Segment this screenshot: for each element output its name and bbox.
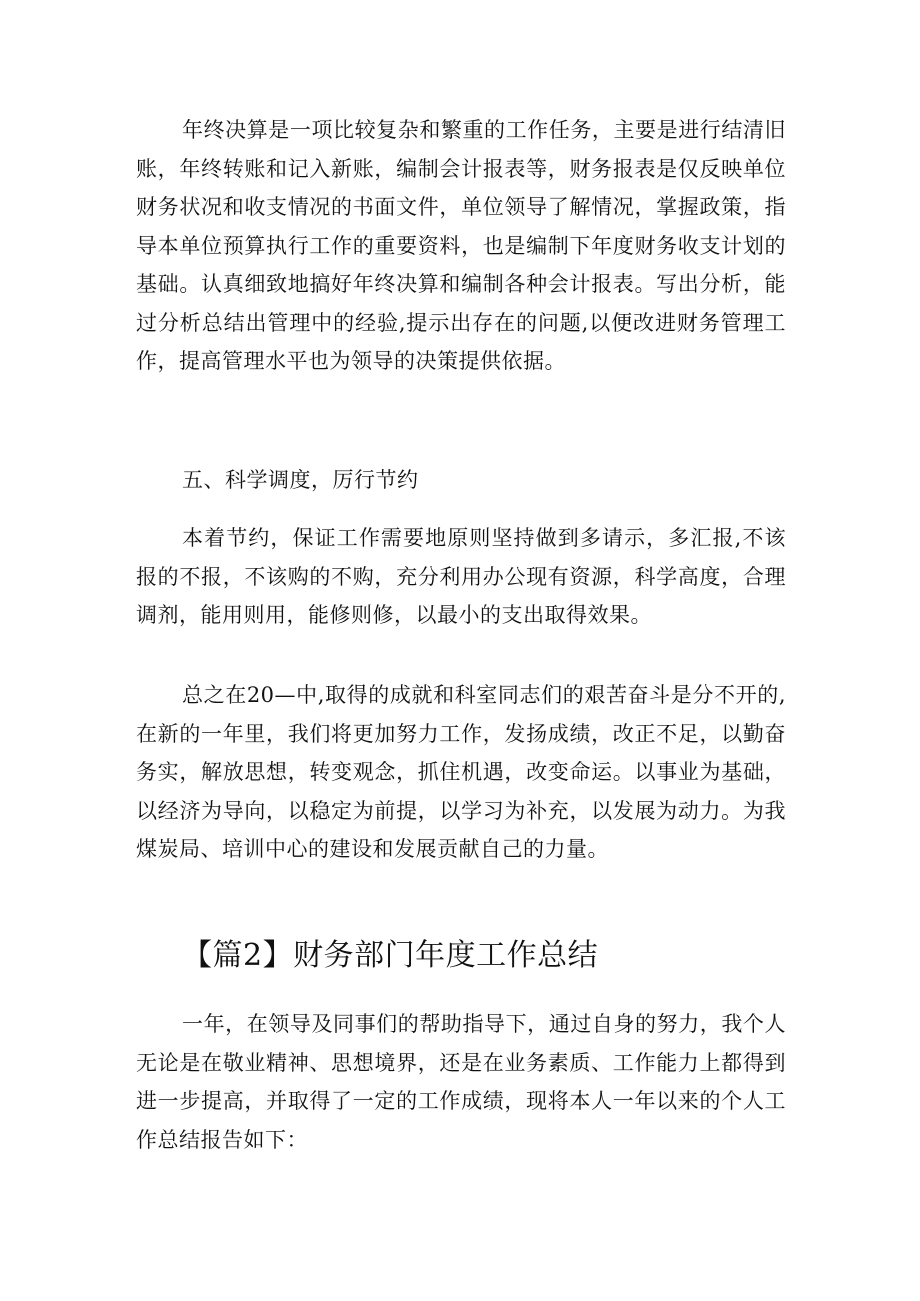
paragraph-year-end-accounts: 年终决算是一项比较复杂和繁重的工作任务，主要是进行结清旧账，年终转账和记入新账，编制会计报表等，财务报表是仅反映单位财务状况和收支情况的书面文件，单位领导了解情况，掌握政策，指导本单位预算执行工作的重要资料，也是编制下年度财务收支计划的基础。认真细致地搞好年终决算和编制各种会计报表。写出分析，能过分析总结出管理中的经验,提示出存在的问题,以便改进财务管理工作，提高管理水平也为领导的决策提供依据。	[136, 118, 786, 373]
paragraph-conclusion: 总之在20—中,取得的成就和科室同志们的艰苦奋斗是分不开的,在新的一年里，我们将更加努力工作，发扬成绩，改正不足，以勤奋务实，解放思想，转变观念，抓住机遇，改变命运。以事业为基础，以经济为导向，以稳定为前提，以学习为补充，以发展为动力。为我煤炭局、培训中心的建设和发展贡献自己的力量。	[136, 683, 786, 861]
paragraph-economy: 本着节约，保证工作需要地原则坚持做到多请示，多汇报,不该报的不报，不该购的不购，充分利用办公现有资源，科学高度，合理调剂，能用则用，能修则修，以最小的支出取得效果。	[136, 526, 786, 627]
paragraph-annual-summary-intro: 一年，在领导及同事们的帮助指导下，通过自身的努力，我个人无论是在敬业精神、思想境界，还是在业务素质、工作能力上都得到进一步提高，并取得了一定的工作成绩，现将本人一年以来的个人工作总结报告如下：	[136, 1012, 786, 1152]
section-heading-5: 五、科学调度，厉行节约	[182, 468, 419, 492]
chapter-heading-2: 【篇2】财务部门年度工作总结	[182, 938, 599, 973]
